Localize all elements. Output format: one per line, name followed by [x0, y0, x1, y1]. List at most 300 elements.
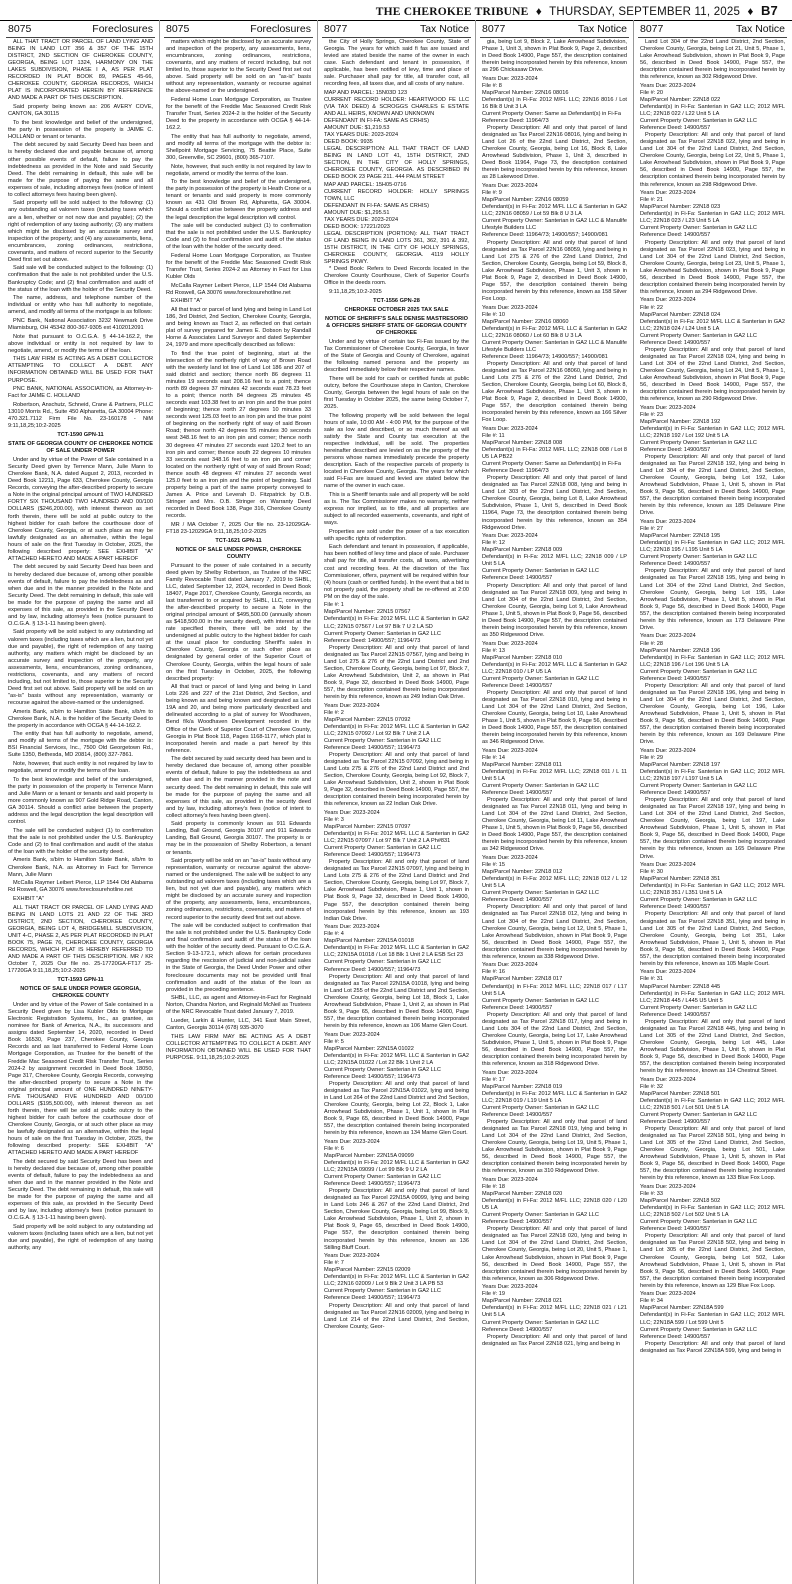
notice-paragraph: Federal Home Loan Mortgage Corporation, as Trustee for the benefit of the Freddie Mac Seasoned Credit Risk Transfer Trust, Series 2024-2 is the holder of the Security Deed to the property in accordance with OCGA § 44-14-162.2.	[166, 96, 311, 132]
notice-field: Reference Deed: 14900/557; 11964/73	[324, 744, 421, 751]
notice-field: Reference Deed: 14900/557; 11964/73	[324, 966, 421, 973]
notice-field: Map/Parcel Number: 22N15A 01018	[324, 938, 414, 945]
notice-paragraph: Properties are sold under the power of a tax execution with specific rights of redemption.	[324, 528, 469, 542]
notice-paragraph: Property Description: All and only that parcel of land designated as Tax Parcel 22N18 196, lying and being in Land Lot 304 of the 22nd Land District, 2nd Section, Cherokee County, Georgia, being Lot 196, Lake Arrowhead Subdivision, Phase 1, Unit 5, shown in Plat Book 9, Page 56, described in Deed Book 14900, Page 557, the description contained therein being incorporated herein by this reference, known as 169 Delaware Pine Drive.	[640, 682, 785, 746]
notice-field: Reference Deed: 14900/557; 11964/73	[324, 1181, 421, 1188]
notice-paragraph: Under and by virtue of the Power of Sale contained in a Security Deed given by Terrence Mann, Julie Mann to Cherokee Bank, N.A. dated August 2, 2013, recorded in Deed Book 12211, Page 633, Cherokee County, Georgia Records, conveying the after-described property to secure a Note in the original principal amount of TWO HUNDRED FORTY SIX THOUSAND TWO HUNDRED AND 00/100 DOLLARS ($246,200.00), with interest thereon as set forth therein, there will be sold at public outcry to the highest bidder for cash before the courthouse door of Cherokee County, Georgia, or at such place as may be lawfully designated as an alternative, within the legal hours of sale on the first Tuesday in October, 2025, the following described property: SEE EXHIBIT "A" ATTACHED HERETO AND MADE A PART HEREOF	[8, 457, 153, 562]
notice-field: Current Property Owner: Santerian in GA2 LLC	[482, 783, 599, 790]
notice-paragraph: Property Description: All and only that parcel of land designated as Tax Parcel 22N15 07092, lying and being in Land Lots 275 & 276 of the 22nd Land District and 2nd Section, Cherokee County, Georgia, being Lot 92, Block 7, Lake Arrowhead Subdivision, Unit 2, shown in Plat Book 9, Page 32, described in Deed Book 14900, Page 557, the description contained therein being incorporated herein by this reference, known as 22 Indian Oak Drive.	[324, 751, 469, 808]
notice-field: Years Due: 2023-2024	[324, 809, 380, 816]
notice-field: TAX YEARS DUE: 2023-2024	[324, 216, 399, 223]
notice-field: Years Due: 2023-2024	[640, 297, 696, 304]
notice-field: File #: 10	[482, 311, 506, 318]
notice-paragraph: Property Description: All and only that parcel of land designated as Tax Parcel 22N18 022, lying and being in Land Lot 304 of the 22nd Land District, 2nd Section, Cherokee County, Georgia, being Lot 22, Unit 5, Phase 1, Lake Arrowhead Subdivision, shown in Plat Book 9, Page 56, described in Deed Book 14900, Page 557, the description contained therein being incorporated herein by this reference, known as 298 Ridgewood Drive.	[640, 132, 785, 188]
notice-field: Reference Deed: 14900/557	[482, 682, 553, 689]
column-rule	[317, 20, 318, 1584]
notice-paragraph: SHBL, LLC, as agent and Attorney-in-Fact for Reginald Norton, Chandra Norton, and Reginald McNeil as Trustees of the NRC Revocable Trust dated January 7, 2019.	[166, 995, 311, 1016]
notice-paragraph: Property Description: All and only that parcel of land designated as Tax Parcel 22N18 192, lying and being in Land Lot 304 of the 22nd Land District, 2nd Section, Cherokee County, Georgia, being Lot 192, Lake Arrowhead Subdivision, Phase 1, Unit 5, shown in Plat Book 9, Page 56, described in Deed Book 14900, Page 557, the description contained therein being incorporated herein by this reference, known as 185 Delaware Pine Drive.	[640, 454, 785, 517]
notice-heading: TCT-1593 GPN-11	[57, 977, 104, 984]
notice-field: Reference Deed: 14900/557	[640, 1011, 711, 1018]
notice-field: Reference Deed: 14900/557	[482, 1219, 553, 1226]
notice-paragraph: Said property is commonly known as 911 Edwards Landing, Ball Ground, Georgia 30107 and 911 Edwards Landing, Ball Ground, Georgia 30107. The property is or may be in the possession of Shelby Robertson, a tenant or tenants.	[166, 821, 311, 856]
notice-paragraph: Property Description: All and only that parcel of land designated as Tax Parcel 22N18 195, lying and being in Land Lot 304 of the 22nd Land District, 2nd Section, Cherokee County, Georgia, being Lot 195, Lake Arrowhead Subdivision, Phase 1, Unit 5, shown in Plat Book 9, Page 56, described in Deed Book 14900, Page 557, the description contained therein being incorporated herein by this reference, known as 173 Delaware Pine Drive.	[640, 568, 785, 631]
notice-field: Defendant(s) in Fi-Fa: Santerian in GA2 LLC; 2012 M/FL LLC; 22N18 501 / Lot 501 Unit 5 LA	[640, 1097, 785, 1111]
category-name: Tax Notice	[577, 23, 627, 35]
notice-paragraph: The debt secured by said Security Deed has been and is hereby declared due because of, among other possible events of default, failure to pay the indebtedness as and when due and in the manner provided in the Note and Security Deed. The debt remaining in default, this sale will be made for the purpose of paying the same and all expenses of this sale, as provided in the Security Deed and by law, including attorney's fees (notice pursuant to O.C.G.A. § 13-1-11 having been given).	[8, 1158, 153, 1222]
notice-field: Years Due: 2023-2024	[640, 747, 696, 754]
notice-field: Years Due: 2023-2024	[640, 1291, 696, 1298]
notice-field: Reference Deed: 11964/73; 14900/557; 14900/081	[482, 353, 608, 360]
notice-paragraph: * Deed Book: Refers to Deed Records located in the Cherokee County Courthouse, Clerk of Superior Court's Office in the deeds room.	[324, 266, 469, 287]
notice-field: CURRENT RECORD HOLDER: HOLLY SPRINGS TOWN, LLC	[324, 188, 469, 202]
notice-field: Reference Deed: 14900/557; 11964/73	[324, 637, 421, 644]
notice-paragraph: Property Description: All and only that parcel of land designated as Tax Parcel 22N16 08016, lying and being in Land Lot 26 of the 22nd Land District, 2nd Section, Cherokee County, Georgia, being Lot 16, Block 8, Lake Arrowhead Subdivision, Phase 1, Unit 3, described in Deed Book 11964, Page 73, the description contained therein being incorporated herein by this reference, known as 28 Lakewood Drive.	[482, 125, 627, 181]
notice-field: Map/Parcel Number: 22N15A 09099	[324, 1152, 414, 1159]
classified-column-4	[480, 20, 629, 1580]
notice-paragraph: There will be sold for cash or certified funds at public outcry, before the Courthouse steps in Canton, Cherokee County, Georgia between the legal hours of sale on the first Tuesday in October 2025, the same being October 7, 2025.	[324, 375, 469, 411]
notice-field: File #: 16	[482, 969, 506, 976]
notice-paragraph: Property Description: All and only that parcel of land designated as Tax Parcel 22N18 023, lying and being in Land Lot 304 of the 22nd Land District, 2nd Section, Cherokee County, Georgia, being Lot 23, Unit 5, Phase 1, Lake Arrowhead Subdivision, shown in Plat Book 9, Page 56, described in Deed Book 14900, Page 557, the description contained therein being incorporated herein by this reference, known as 294 Ridgewood Drive.	[640, 239, 785, 295]
category-name: Tax Notice	[735, 23, 785, 35]
classified-column-1	[6, 20, 155, 1580]
notice-field: File #: 29	[640, 754, 664, 761]
notice-field: File #: 5	[324, 1038, 344, 1045]
notice-field: Map/Parcel Number: 22N18 008	[482, 440, 563, 446]
notice-field: Current Property Owner: Santerian in GA2 LLC	[482, 997, 599, 1004]
notice-field: File #: 4	[324, 931, 344, 938]
notice-field: Current Property Owner: Santerian in GA2 LLC	[482, 1104, 599, 1111]
notice-field: Reference Deed: 14900/557; 11964/73	[324, 1073, 421, 1080]
notice-field: Years Due: 2023-2024	[640, 969, 696, 976]
notice-field: Reference Deed: 14900/557	[482, 897, 553, 904]
notice-paragraph: Said property will be sold subject to the following: (1) any outstanding ad valorem taxes (including taxes which are a lien, whether or not now due and payable); (2) the right of redemption of any taxing authority; (3) any matters which might be disclosed by an accurate survey and inspection of the property; and (4) any assessments, liens, encumbrances, zoning ordinances, restrictions, covenants, and matters of record superior to the Security Deed first set out above.	[8, 200, 153, 263]
notice-paragraph: Pursuant to the power of sale contained in a security deed given by Shelby Robertson, as Trustee of the NRC Family Revocable Trust dated January 7, 2019 to SHBL, LLC, dated September 12, 2024, recorded in Deed Book 18407, Page 2017, Cherokee County, Georgia records, as last transferred to or acquired by SHBL, LLC, conveying the after-described property to secure a Note in the original principal amount of $495,500.00 (annually shown as $418,500.00 in the security deed), with interest at the rate specified therein, there will be sold by the undersigned at public outcry to the highest bidder for cash at the usual place for conducting Sheriff's sales in Cherokee County, Georgia or such other place as designated by general order of the Superior Court of Cherokee County, Georgia, within the legal hours of sale on the first Tuesday in October, 2025, the following described property:	[166, 562, 311, 682]
notice-field: Years Due: 2023-2024	[482, 533, 538, 540]
notice-field: Defendant(s) in Fi-Fa: Santerian in GA2 LLC; 2012 M/FL LLC; 22N18 195 / L195 Unit 5 LA	[640, 540, 785, 554]
notice-field: File #: 11	[482, 432, 505, 439]
notice-paragraph: Lueder, Larkin & Hunter, LLC, 341 East Main Street, Canton, Georgia 30114 (678) 935-3070	[166, 1017, 311, 1032]
notice-field: Current Property Owner: Santerian in GA2 LLC	[482, 568, 599, 575]
notice-paragraph: PNC Bank, National Association 3232 Newmark Drive Miamisburg, OH 45342 800-367-9305 ext 4102012091	[8, 317, 153, 331]
notice-field: Defendant(s) in Fi-Fa: 2012 M/FL LLC & Santerian in GA2 LLC; 22N15A 01018 / Lot 18 Blk 1 Unit 2 LA ESB Sct 23	[324, 945, 469, 959]
notice-paragraph: McCalla Raymer Leibert Pierce, LLP 1544 Old Alabama Rd Roswell, GA 30076 www.foreclosurehotline.net	[8, 880, 153, 894]
notice-field: Years Due: 2023-2024	[640, 862, 696, 869]
notice-field: File #: 13	[482, 647, 506, 654]
notice-field: Years Due: 2023-2024	[482, 640, 538, 647]
notice-paragraph: Property Description: All and only that parcel of land designated as Tax Parcel 22N18 012, lying and being in Land Lot 304 of the 22nd Land District, 2nd Section, Cherokee County, Georgia, being Lot 12, Unit 5, Phase 1, Lake Arrowhead Subdivision, shown in Plat Book 9, Page 56, described in Deed Book 14900, Page 557, the description contained therein being incorporated herein by this reference, known as 338 Ridgewood Drive.	[482, 904, 627, 960]
notice-field: Map/Parcel Number: 22N18 017	[482, 976, 563, 983]
notice-field: Defendant(s) in Fi-Fa: 2012 M/FL LLC; 22N18 012 / L 12 Unit 5 LA	[482, 876, 627, 890]
notice-field: LEGAL DESCRIPTION: ALL THAT TRACT OF LAND BEING IN LAND LOT 41, 15TH DISTRICT, 2ND SECTION, IN THE CITY OF HOLLY SPRINGS, CHEROKEE COUNTY, GEORGIA. AS DESCRIBED IN DEED BOOK 23 PAGE 211. 444 PALM STREET	[324, 146, 469, 181]
notice-field: Map/Parcel Number: 22N18 445	[640, 983, 721, 990]
notice-field: File #: 21	[640, 197, 664, 204]
notice-field: File #: 12	[482, 540, 506, 547]
notice-field: Reference Deed: 11964/73	[482, 118, 549, 125]
notice-field: Years Due: 2023-2024	[640, 1184, 696, 1191]
notice-field: Years Due: 2023-2024	[640, 1076, 696, 1083]
notice-field: File #: 8	[482, 82, 502, 89]
notice-field: Map/Parcel Number: 22N18 019	[482, 1083, 563, 1090]
notice-paragraph: Property Description: All and only that parcel of land designated as Tax Parcel 22N18 010, lying and being in Land Lot 304 of the 22nd Land District, 2nd Section, Cherokee County, Georgia, being Lot 10, Lake Arrowhead Phase 1, Unit 5, shown in Plat Book 9, Page 56, described in Deed Book 14900, Page 557, the description contained therein being incorporated herein by this reference, known as 346 Ridgewood Drive.	[482, 689, 627, 746]
notice-field: File #: 22	[640, 304, 664, 311]
notice-field: File #: 19	[482, 1291, 506, 1298]
notice-paragraph: To the best knowledge and belief of the undersigned, the party in possession of the property is Terrence Mann and Julie Mann or a tenant or tenants and said property is more commonly known as 907 Gold Ridge Road, Canton, GA 30114. Should a conflict arise between the property address and the legal description the legal description will control.	[8, 776, 153, 826]
notice-field: Reference Deed: 14900/557	[640, 904, 711, 911]
notice-field: Current Property Owner: Santerian in GA2 LLC	[482, 675, 599, 682]
notice-field: DEED BOOK: 9935	[324, 139, 373, 146]
notice-field: Current Property Owner: Santerian in GA2 LLC & Manulife Lifestyle Builders LLC	[482, 218, 627, 232]
notice-field: Years Due: 2023-2024	[482, 304, 538, 311]
notice-field: Current Property Owner: Santerian in GA2 LLC	[324, 1288, 441, 1295]
notice-paragraph: gia, being Lot 9, Block 2, Lake Arrowhead Subdivision, Phase 1, Unit 3, shown in Plat Book 9, Page 2, described in Deed Book 14900, Page 557, the description contained therein being incorporated herein by this reference, known as 296 Chickasaw Drive.	[482, 39, 627, 74]
notice-field: Defendant(s) in Fi-Fa: 2012 M/FL LLC; 22N18 009 / LP Unit 5 LA	[482, 554, 627, 568]
notice-field: Current Property Owner: Santerian in GA2 LLC	[640, 554, 757, 561]
notice-field: File #: 3	[324, 816, 344, 823]
notice-field: Reference Deed: 14900/557	[640, 790, 711, 797]
notice-field: Map/Parcel Number: 22N18 024	[640, 311, 721, 318]
notice-paragraph: Under and by virtue of the Power of Sale contained in a Security Deed given by Lisa Kubler Olds to Mortgage Electronic Registration Systems, Inc., as grantee, as nominee for Bank of America, N.A., its successors and assigns dated September 14, 2020, recorded in Deed Book 16530, Page 237, Cherokee County, Georgia Records and as last transferred to Federal Home Loan Mortgage Corporation, as Trustee for the benefit of the Freddie Mac Seasoned Credit Risk Transfer Trust, Series 2024-2 by assignment recorded in Deed Book 18050, Page 317, Cherokee County, Georgia Records, conveying the after-described property to secure a Note in the original principal amount of ONE HUNDRED NINETY-FIVE THOUSAND FIVE HUNDRED AND 00/100 DOLLARS ($195,500.00), with interest thereon as set forth therein, there will be sold at public outcry to the highest bidder for cash before the courthouse door of Cherokee County, Georgia, or at such other place as may be lawfully designated as an alternative, within the legal hours of sale on the first Tuesday in October, 2025, the following described property: SEE EXHIBIT "A" ATTACHED HERETO AND MADE A PART HEREOF	[8, 1002, 153, 1157]
notice-field: Reference Deed: 14900/557	[640, 1333, 711, 1340]
notice-field: Current Property Owner: Santerian in GA2 LLC	[640, 1326, 757, 1333]
notice-field: Defendant(s) in Fi-Fa: 2012 M/FL LLC & Santerian in GA2 LLC; 22N16 08059 / Lot 59 Blk 8 U 3 LA	[482, 204, 627, 218]
notice-paragraph: The sale will be conducted subject to confirmation that the sale is not prohibited under the U.S. Bankruptcy Code and final confirmation and audit of the status of the loan with the holder of the security deed. Pursuant to O.C.G.A. Section 9-13-172.1, which allows for certain procedures regarding the rescission of judicial and non-judicial sales in the State of Georgia, the Deed Under Power and other foreclosure documents may not be provided until final confirmation and audit of the status of the loan as provided in the preceding sentence.	[166, 923, 311, 993]
notice-paragraph: The debt secured by said security deed has been and is hereby declared due because of, among other possible events of default, failure to pay the indebtedness as and when due and in the manner provided in the note and security deed. The debt remaining in default, this sale will be made for the purpose of paying the same and all expenses of this sale, as provided in the security deed and by law, including attorney's fees (notice of intent to collect attorney's fees having been given).	[166, 756, 311, 819]
notice-field: Reference Deed: 14900/557	[640, 125, 711, 132]
notice-field: Defendant(s) in Fi-Fa: Santerian in GA2 LLC; 2012 M/FL LLC; 22N18 022 / L22 Unit 5 LA	[640, 104, 785, 118]
notice-paragraph: The entity that has full authority to negotiate, amend, and modify all terms of the mortgage with the debtor is: Shellpoint Mortgage Servicing, 75 Beattie Place, Suite 300, Greenville, SC 29601, (800) 365-7107.	[166, 133, 311, 161]
notice-field: Reference Deed: 14900/557; 11964/73	[324, 852, 421, 859]
notice-paragraph: 9:11,18,25;10:2-2025	[329, 288, 382, 295]
notice-field: Map/Parcel Number: 22N18 009	[482, 547, 563, 554]
notice-field: Current Property Owner: Santerian in GA2 LLC	[324, 630, 441, 637]
notice-paragraph: Property Description: All and only that parcel of land designated as Tax Parcel 22N16 08059, lying and being in Land Lot 275 & 276 of the 22nd Land District, 2nd Section, Cherokee County, Georgia, being Lot 59, Block 8, Lake Arrowhead Subdivision, Phase 1, Unit 3, shown in Plat Book 9, Page 2, described in Deed Book 14900, Page 557, the description contained therein being incorporated herein by this reference, known as 158 Silver Fox Loop.	[482, 239, 627, 302]
notice-paragraph: All that tract or parcel of land lying and being in Land Lots 226 and 227 of the 21st District, 2nd Section, and being known as and being known and designated as Lots 19A and 20, and being more particularly described and delineated according to a plat of survey for Woodhaven, Bend f/k/a Woodhaven Development recorded in the Office of the Clerk of Superior Court of Cherokee County, Georgia in Plat Book 118, Pages 1168-1177, which plat is incorporated herein and made a part hereof by this reference.	[166, 684, 311, 754]
notice-paragraph: This is a Sheriff tenants sale and all property will be sold as is. The Tax Commissioner makes no warranty, neither express nor implied, as to title, and all properties are subject to all recorded easements, covenants, and right of ways.	[324, 491, 469, 527]
notice-field: Years Due: 2023-2024	[324, 702, 380, 709]
notice-paragraph: Land Lot 304 of the 22nd Land District, 2nd Section, Cherokee County, Georgia, being Lot 21, Unit 5, Phase 1, Lake Arrowhead Subdivision, shown in Plat Book 9, Page 56, described in Deed Book 14900, Page 557, the description contained therein being incorporated herein by this reference, known as 302 Ridgewood Drive.	[640, 39, 785, 81]
notice-paragraph: Property Description: All and only that parcel of land designated as Tax Parcel 22N15 07567, lying and being in Land Lot 275 & 276 of the 22nd Land District and 2nd Section, Cherokee County, Georgia, being Lot 97, Block 7, Lake Arrowhead Subdivision, Unit 2, as shown in Plat Book 9, Page 32, described in Deed Book 14900, Page 557, the description contained therein being incorporated herein by this reference, known as 249 Indian Oak Drive.	[324, 644, 469, 700]
notice-field: Map/Parcel Number: 22N18 196	[640, 647, 721, 654]
notice-field: Map/Parcel Number: 22N15A 01022	[324, 1045, 414, 1052]
notice-field: Reference Deed: 14900/557	[482, 1326, 553, 1333]
page-number: B7	[760, 3, 778, 18]
notice-field: Current Property Owner: Santerian in GA2 LLC & Manulife Lifestyle Builders LLC	[482, 339, 627, 353]
notice-field: Current Property Owner: Santerian in GA2 LLC	[640, 1219, 757, 1226]
notice-field: Defendant(s) in Fi-Fa: 2012 M/FL LLC & Santerian in GA2 LLC; 22N15 07097 / Lot 97 Blk 7 Unit 2 LA Ph#831	[324, 831, 469, 845]
notice-paragraph: Property Description: All and only that parcel of land designated as Tax Parcel 22N18 008, lying and being in Land Lot 303 of the 22nd Land District, 2nd Section, Cherokee County, Georgia, being Lot 8, Lake Arrowhead Subdivision, Phase 1, Unit 5, described in Deed Book 11964, Page 73, the description contained therein being incorporated herein by this reference, known as 354 Ridgewood Drive.	[482, 475, 627, 531]
notice-field: Map/Parcel Number: 22N18 351	[640, 876, 721, 883]
notice-field: File #: 6	[324, 1145, 344, 1152]
issue-date: THURSDAY, SEPTEMBER 11, 2025	[549, 6, 741, 18]
notice-field: Current Property Owner: Same as Defendant(s) in Fi-Fa	[482, 461, 621, 468]
notice-field: Years Due: 2023-2024	[482, 75, 538, 82]
notice-paragraph: EXHIBIT "A"	[13, 895, 44, 902]
notice-paragraph: To the best knowledge and belief of the undersigned, the party in possession of the property is Heath Crone or a tenant or tenants and said property is more commonly known as 431 Old Brown Rd, Alpharetta, GA 30004. Should a conflict arise between the property address and the legal description the legal description will control.	[166, 179, 311, 221]
notice-field: Defendant(s) in Fi-Fa: 2012 M/FL LLC & Santerian in GA2 LLC; 22N18 010 / LP U5 LA	[482, 661, 627, 675]
notice-field: Defendant(s) in Fi-Fa: Santerian in GA2 LLC; 2012 M/FL LLC; 22N18 196 / Lot 196 Unit 5 LA	[640, 654, 785, 668]
notice-field: Reference Deed: 14900/557	[640, 675, 711, 682]
notice-field: Map/Parcel Number: 22N18 021	[482, 1298, 563, 1305]
notice-field: Years Due: 2023-2024	[482, 962, 538, 969]
notice-field: File #: 17	[482, 1076, 506, 1083]
notice-paragraph: To the best knowledge and belief of the undersigned, the party in possession of the property is JAIME C. HOLLAND or tenant or tenants.	[8, 119, 153, 140]
notice-paragraph: MR / MA October 7, 2025 Our file no. 23-12029GA-FT18 23-12029GA 9:11,18,25;10:2-2025	[166, 521, 311, 535]
notice-field: Years Due: 2023-2024	[640, 190, 696, 197]
notice-paragraph: Property Description: All and only that parcel of land designated as Tax Parcel 22N15A 01022, lying and being in Land Lot 264 of the 22nd Land District and 2nd Section, Cherokee County, Georgia, being Lot 22, Block 1, Lake Arrowhead Subdivision, Phase 1, Unit 1, shown in Plat Book 9, Page 65, described in Deed Book 14900, Page 557, the description contained therein being incorporated herein by this reference, known as 134 Marne Glen Court.	[324, 1080, 469, 1137]
notice-field: Defendant(s) in Fi-Fa: 2012 M/FL LLC & Santerian in GA2 LLC; 22N18 019 / L19 Unit 5 LA	[482, 1090, 627, 1104]
diamond-separator-icon: ♦	[747, 6, 754, 18]
notice-heading: NOTICE OF SHERIFF'S SALE DENISE MASTRESORIO & OFFICERS SHERIFF STATE OF GEORGIA COUNTY OF CHEROKEE	[324, 315, 469, 337]
classified-column-2	[164, 20, 313, 1580]
notice-heading: TCT-1590 GPN-11	[57, 432, 104, 439]
notice-field: Defendant(s) in Fi-Fa: Santerian in GA2 LLC; 2012 M/FL LLC; 22N18 502 / Lot 502 Unit 5 LA	[640, 1205, 785, 1219]
notice-paragraph: Property Description: All and only that parcel of land designated as Tax Parcel 22N18A 599, lying and being in	[640, 1340, 785, 1354]
category-name: Tax Notice	[419, 23, 469, 35]
notice-field: LEGAL DESCRIPTION (PORTION): ALL THAT TRACT OF LAND BEING IN LAND LOTS 361, 362, 391 & 392, 15TH DISTRICT, IN THE CITY OF HOLLY SPRINGS, CHEROKEE COUNTY, GEORGIA. 4119 HOLLY SPRINGS PKWY.	[324, 230, 469, 266]
notice-paragraph: Property Description: All and only that parcel of land designated as Tax Parcel 22N18 024, lying and being in Land Lot 304 of the 22nd Land District, 2nd Section, Cherokee County, Georgia, being Lot 24, Unit 5, Phase 1, Lake Arrowhead Subdivision, shown in Plat Book 9, Page 56, described in Deed Book 14900, Page 557, the description contained therein being incorporated herein by this reference, known as 290 Ridgewood Drive.	[640, 346, 785, 403]
notice-field: Current Property Owner: Santerian in GA2 LLC	[324, 1066, 441, 1073]
notice-field: File #: 32	[640, 1083, 664, 1090]
notice-field: Years Due: 2023-2024	[640, 519, 696, 526]
notice-field: Defendant(s) in Fi-Fa: Santerian in GA2 LLC; 2012 M/FL LLC; 22N18 023 / L23 Unit 5 LA	[640, 211, 785, 225]
notice-heading: TCT-1621 GPN-11	[215, 537, 262, 544]
notice-field: Years Due: 2023-2024	[482, 425, 538, 432]
notice-paragraph: Property Description: All and only that parcel of land designated as Tax Parcel 22N18 021, lying and being in	[482, 1333, 627, 1347]
notice-field: File #: 14	[482, 754, 506, 761]
notice-field: Defendant(s) in Fi-Fa: 2012 M/FL LLC & Santerian in GA2 LLC; 22N15 07567 / Lot 97 Blk 7 U 2 LA SD	[324, 616, 469, 630]
newspaper-name: THE CHEROKEE TRIBUNE	[375, 6, 529, 18]
diamond-separator-icon: ♦	[535, 6, 542, 18]
notice-field: Current Property Owner: Santerian in GA2 LLC	[640, 668, 757, 675]
category-name: Foreclosures	[92, 23, 153, 35]
notice-field: Reference Deed: 14900/557	[640, 561, 711, 568]
column-body	[6, 38, 155, 1252]
notice-field: Defendant(s) in Fi-Fa: 2012 M/FL LLC; 22N18 008 / Lot 8 U5 LA PB22	[482, 447, 627, 461]
notice-paragraph: To find the true point of beginning, start at the intersection of the northerly right of way of Brown Road with the westerly land lot line of Land Lot 186 and 207 of said district and section; thence north 86 degrees 11 minutes 19 seconds east 208.16 feet to a point; thence north 89 degrees 37 minutes 42 seconds east 78.23 feet to a point; thence north 84 degrees 25 minutes 45 seconds east 103.38 feet to an iron pin and the true point of beginning; thence north 27 degrees 10 minutes 33 seconds west 125.03 feet to an iron pin and the true point of beginning on the northerly right of way of said Brown Road; thence north 42 degrees 55 minutes 30 seconds west 348.16 feet to an iron pin and corner; thence north 30 degrees 47 minutes 27 seconds east 120.2 feet to an iron pin and corner; thence south 22 degrees 10 minutes 33 seconds east 348.16 feet to an iron pin and corner located on the northerly right of way of said Brown Road; thence south 48 degrees 47 minutes 27 seconds west 125.0 feet to an iron pin and the point of beginning. Said property being a part of the same property conveyed to James A. Price and Leverah D. Fitzpatrick by O.B. Stringer and Mrs. O.B. Stringer on Warranty Deed recorded in Deed Book 138, Page 316, Cherokee County records.	[166, 350, 311, 519]
notice-field: Reference Deed: 14900/557	[640, 447, 711, 454]
category-name: Foreclosures	[250, 23, 311, 35]
notice-field: Map/Parcel Number: 22N16 08060	[482, 318, 569, 325]
notice-paragraph: the City of Holly Springs, Cherokee County, State of Georgia. The years for which said fi fas are issued and levied are stated beside the name of the owner in each case. Each defendant and tenant in possession, if applicable, has been notified of levy, time and place of sale. Purchaser shall pay for title, all transfer cost, all recording fees, all taxes due, and all costs of any nature.	[324, 39, 469, 88]
notice-field: Years Due: 2023-2024	[482, 855, 538, 862]
notice-field: Defendant(s) in Fi-Fa: 2012 M/FL LLC; 22N18 017 / L17 Unit 5 LA	[482, 983, 627, 997]
notice-field: Defendant(s) in Fi-Fa: 2012 M/FL LLC & Santerian in GA2 LLC; 22N16 02009 / Lot 9 Blk 2 Unit 3 LA PB 53	[324, 1274, 469, 1288]
notice-paragraph: Ameris Bank, s/b/m to Hamilton State Bank, s/b/m to Cherokee Bank, N.A. as Attorney in Fact for Terrence Mann, Julie Mann	[8, 857, 153, 878]
notice-paragraph: Property Description: All and only that parcel of land designated as Tax Parcel 22N18 351, lying and being in Land Lot 305 of the 22nd Land District, 2nd Section, Cherokee County, Georgia, being Lot 351, Lake Arrowhead Subdivision, Phase 1, Unit 5, shown in Plat Book 9, Page 56, described in Deed Book 14900, Page 557, the description contained therein being incorporated herein by this reference, known as 105 Maple Court.	[640, 911, 785, 967]
notice-field: Map/Parcel Number: 22N18 195	[640, 533, 721, 540]
notice-paragraph: Each defendant and tenant in possession, if applicable, has been notified of levy time and place of sale. Purchaser shall pay for title, all transfer costs, all taxes, advertising cost and recording fees. At the discretion of the Tax Commissioner, offers, payment will be required within four (4) hours (cash or certified funds). In the event that a bid is not properly paid, the property shall be re-offered at 2:00 PM on the day of the sale.	[324, 544, 469, 600]
notice-field: Map/Parcel Number: 22N16 08016	[482, 89, 569, 96]
column-header	[322, 20, 471, 38]
notice-heading: STATE OF GEORGIA COUNTY OF CHEROKEE NOTICE OF SALE UNDER POWER	[8, 441, 153, 455]
notice-field: Current Property Owner: Santerian in GA2 LLC	[640, 225, 757, 232]
notice-field: Years Due: 2023-2024	[324, 924, 380, 931]
notice-paragraph: Note that pursuant to O.C.G.A. § 44-14-162.2, the above individual or entity is not required by law to negotiate, amend, or modify the terms of the loan.	[8, 333, 153, 354]
notice-field: Current Property Owner: Santerian in GA2 LLC	[640, 1111, 757, 1118]
notice-field: Current Property Owner: Santerian in GA2 LLC	[640, 118, 757, 125]
notice-field: Defendant(s) in Fi-Fa: Santerian in GA2 LLC; 2012 M/FL LLC; 22N18 197 / L197 Unit 5 LA	[640, 768, 785, 782]
notice-field: Reference Deed: 14900/557	[640, 1119, 711, 1126]
classified-column-5	[638, 20, 787, 1580]
notice-field: File #: 27	[640, 526, 664, 533]
notice-field: File #: 2	[324, 709, 344, 716]
notice-field: Reference Deed: 14900/557	[482, 790, 553, 797]
notice-field: Map/Parcel Number: 22N18 023	[640, 204, 721, 211]
notice-field: Current Property Owner: Same as Defendant(s) in Fi-Fa	[482, 111, 621, 118]
notice-paragraph: Property Description: All and only that parcel of land designated as Tax Parcel 22N18 017, lying and being in Land Lots 304 of the 22nd Land District, 2nd Section, Cherokee County, Georgia, being Lot 17, Lake Arrowhead Subdivision, Phase 1, Unit 5, shown in Plat Book 9, Page 56, described in Deed Book 14900, Page 557, the description contained therein being incorporated herein by this reference, known as 318 Ridgewood Drive.	[482, 1011, 627, 1068]
notice-paragraph: matters which might be disclosed by an accurate survey and inspection of the property, any assessments, liens, encumbrances, zoning ordinances, restrictions, covenants, and any matters of record including, but not limited to, those superior to the Security Deed first set out above. Said property will be sold on an "as-is" basis without any representation, warranty or recourse against the above-named or the undersigned.	[166, 39, 311, 95]
notice-field: Reference Deed: 11964/73	[482, 468, 549, 475]
notice-field: AMOUNT DUE: $1,219.53	[324, 125, 390, 132]
notice-paragraph: PNC BANK, NATIONAL ASSOCIATION, as Attorney-in-Fact for JAIME C. HOLLAND	[8, 386, 153, 400]
notice-field: Defendant(s) in Fi-Fa: 2012 M/FL LLC & Santerian in GA2 LLC; 22N15A 09099 / Lot 99 Blk 9 U 2 LA	[324, 1159, 469, 1174]
notice-field: Defendant(s) in Fi-Fa: 2012 M/FL LLC & Santerian in GA2 LLC; 22N15A 01022 / Lot 22 Blk 1 Unit 2 LA	[324, 1052, 469, 1066]
category-number: 8075	[166, 23, 190, 35]
notice-paragraph: Said property will be sold subject to any outstanding ad valorem taxes (including taxes which are a lien, but not yet due and payable), the right of redemption of any taxing authority, any	[8, 1223, 153, 1251]
notice-field: Reference Deed: 11964/73; 14900/557; 14900/081	[482, 232, 608, 239]
notice-field: Current Property Owner: Santerian in GA2 LLC	[482, 1212, 599, 1219]
notice-paragraph: Said sale will be conducted subject to the following: (1) confirmation that the sale is not prohibited under the U.S. Bankruptcy Code; and (2) final confirmation and audit of the status of the loan with the holder of the Security Deed.	[8, 265, 153, 293]
notice-field: Years Due: 2023-2024	[324, 1253, 380, 1260]
category-number: 8077	[324, 23, 348, 35]
notice-paragraph: The name, address, and telephone number of the individual or entity who has full authority to negotiate, amend, and modify all terms of the mortgage is as follows:	[8, 295, 153, 316]
notice-field: Defendant(s) in Fi-Fa: 2012 M/FL LLC & Santerian in GA2 LLC; 22N16 08060 / Lot 60 Blk 8 U 3 LA	[482, 325, 627, 339]
notice-paragraph: The entity that has full authority to negotiate, amend, and modify all terms of the mortgage with the debtor is: BSI Financial Services, Inc., 7500 Old Georgetown Rd., Suite 1350, Bethesda, MD 20814, (800) 327-7861.	[8, 731, 153, 759]
notice-field: Defendant(s) in Fi-Fa: Santerian in GA2 LLC; 2012 M/FL LLC; 22N18 445 / L445 U5 Unit 5	[640, 990, 785, 1004]
masthead	[0, 0, 792, 21]
notice-field: Reference Deed: 14900/557	[640, 232, 711, 239]
notice-field: Current Property Owner: Santerian in GA2 LLC	[640, 332, 757, 339]
notice-field: Defendant(s) in Fi-Fa: 2012 M/FL LLC; 22N18 020 / L20 U5 LA	[482, 1198, 627, 1212]
notice-field: DEFENDANT IN FI-FA: SAME AS CRHIS)	[324, 202, 429, 209]
notice-paragraph: Property Description: All and only that parcel of land designated as Tax Parcel 22N18 011, lying and being in Land Lot 304 of the 22nd Land District, 2nd Section, Cherokee County, Georgia, being Lot 11, Lake Arrowhead Phase 1, Unit 5, shown in Plat Book 9, Page 56, described in Deed Book 14900, Page 557, the description contained therein being incorporated herein by this reference, known as 342 Ridgewood Drive.	[482, 797, 627, 853]
notice-paragraph: Property Description: All and only that parcel of land designated as Tax Parcel 22N15A 09099, lying and being in Land Lots 246 & 267 of the 22nd Land District, 2nd Section, Cherokee County, Georgia, being Lot 99, Block 9, Lake Arrowhead Subdivision, Phase 1, Unit 2, shown in Plat Book 9, Page 65, described in Deed Book 14900, Page 557, the description contained therein being incorporated herein by this reference, known as 136 Stilling Bluff Court.	[324, 1188, 469, 1251]
notice-paragraph: THIS LAW FIRM IS ACTING AS A DEBT COLLECTOR ATTEMPTING TO COLLECT A DEBT. ANY INFORMATION OBTAINED WILL BE USED FOR THAT PURPOSE.	[8, 356, 153, 384]
column-header	[480, 20, 629, 38]
notice-paragraph: Property Description: All and only that parcel of land designated as Tax Parcel 22N15A 01018, lying and being in Land Lot 255 of the 22nd Land District and 2nd Section, Cherokee County, Georgia, being Lot 18, Block 1, Lake Arrowhead Subdivision, Phase 1, Unit 2, as shown in Plat Book 9, Page 65, described in Deed Book 14900, Page 557, the description contained therein being incorporated herein by this reference, known as 106 Marne Glen Court.	[324, 973, 469, 1029]
notice-paragraph: Under and by virtue of certain tax Fi-Fas issued by the Tax Commissioner of Cherokee County, Georgia, in favor of the State of Georgia and County of Cherokee, against the following named persons and the property as described immediately below their respective names.	[324, 339, 469, 374]
notice-field: Years Due: 2023-2024	[482, 183, 538, 190]
notice-field: Map/Parcel Number: 22N18 010	[482, 654, 563, 661]
notice-paragraph: McCalla Raymer Leibert Pierce, LLP 1544 Old Alabama Rd Roswell, GA 30076 www.foreclosurehotline.net	[166, 282, 311, 296]
notice-paragraph: Property Description: All and only that parcel of land designated as Tax Parcel 22N15 07097, lying and being in Land Lots 275 & 276 of the 22nd Land District and 2nd Section, Cherokee County, Georgia, being Lot 97, Block 7, Lake Arrowhead Subdivision, Phase 1, Unit 1, shown in Plat Book 9, Page 32, described in Deed Book 14900, Page 557, the description contained therein being incorporated herein by this reference, known as 193 Indian Oak Drive.	[324, 859, 469, 922]
notice-field: Map/Parcel Number: 22N15 07567	[324, 609, 411, 616]
classified-column-3	[322, 20, 471, 1580]
notice-field: Current Property Owner: Santerian in GA2 LLC	[640, 783, 757, 790]
notice-field: File #: 30	[640, 869, 664, 876]
notice-field: File #: 1	[324, 602, 344, 609]
column-header	[6, 20, 155, 38]
column-body	[322, 38, 471, 1331]
notice-paragraph: Property Description: All and only that parcel of land designated as Tax Parcel 22N16 02009, lying and being in Land Lot 214 of the 22nd Land District, 2nd Section, Cherokee County, Geor-	[324, 1302, 469, 1330]
notice-heading: CHEROKEE OCTOBER 2025 TAX SALE	[344, 306, 449, 313]
notice-paragraph: EXHIBIT "A"	[171, 298, 202, 305]
notice-paragraph: Said property being known as: 206 AVERY COVE, CANTON, GA 30115	[8, 104, 153, 118]
notice-field: Years Due: 2023-2024	[482, 1176, 538, 1183]
notice-heading: NOTICE OF SALE UNDER POWER GEORGIA, CHEROKEE COUNTY	[20, 986, 141, 1000]
notice-paragraph: Property Description: All and only that parcel of land designated as Tax Parcel 22N18 019, lying and being in Land Lot 304 of the 22nd Land District, 2nd Section, Cherokee County, Georgia, being Lot 19, Unit 5, Phase 1, Lake Arrowhead Subdivision, shown in Plat Book 9, Page 56, described in Deed Book 14900, Page 557, the description contained therein being incorporated herein by this reference, known as 310 Ridgewood Drive.	[482, 1119, 627, 1175]
notice-field: Years Due: 2023-2024	[324, 1138, 380, 1145]
column-rule	[633, 20, 634, 1584]
notice-field: Reference Deed: 14900/557	[482, 575, 553, 582]
notice-field: File #: 28	[640, 640, 664, 647]
notice-field: File #: 31	[640, 976, 664, 983]
notice-field: Map/Parcel Number: 22N15 07097	[324, 824, 411, 830]
notice-field: Defendant(s) in Fi-Fa: Santerian in GA2 LLC; 2012 M/FL LLC; 22N18 351 / L351 Unit 5 LA	[640, 883, 785, 897]
notice-field: Defendant(s) in Fi-Fa: 2012 M/FL LLC; 22N18 021 / L21 Unit 5 LA	[482, 1305, 627, 1319]
notice-paragraph: Property Description: All and only that parcel of land designated as Tax Parcel 22N18 197, lying and being in Land Lot 304 of the 22nd Land District, 2nd Section, Cherokee County, Georgia, being Lot 197, Lake Arrowhead Subdivision, Phase 1, Unit 5, shown in Plat Book 9, Page 56, described in Deed Book 14900, Page 557, the description contained therein being incorporated herein by this reference, known as 165 Delaware Pine Drive.	[640, 797, 785, 860]
notice-paragraph: Property Description: All and only that parcel of land designated as Tax Parcel 22N18 502, lying and being in Land Lot 305 of the 22nd Land District, 2nd Section, Cherokee County, Georgia, being Lot 502, Lake Arrowhead Subdivision, Phase 1, Unit 5, shown in Plat Book 9, Page 56, described in Deed Book 14900, Page 557, the description contained therein being incorporated herein by this reference, known as 129 Blue Fox Loop.	[640, 1233, 785, 1289]
notice-paragraph: Note, however, that such entity is not required by law to negotiate, amend or modify the terms of the loan.	[166, 163, 311, 177]
notice-paragraph: Property Description: All and only that parcel of land designated as Tax Parcel 22N18 020, lying and being in Land Lot 304 of the 22nd Land District, 2nd Section, Cherokee County, Georgia, being Lot 20, Unit 5, Phase 1, Lake Arrowhead Subdivision, shown in Plat Book 9, Page 56, described in Deed Book 14900, Page 557, the description contained therein being incorporated herein by this reference, known as 306 Ridgewood Drive.	[482, 1226, 627, 1282]
notice-paragraph: Ameris Bank, s/b/m to Hamilton State Bank, s/b/m to Cherokee Bank, N.A. is the holder of the Security Deed to the property in accordance with OCGA § 44-14-162.2.	[8, 708, 153, 729]
notice-field: Defendant(s) in Fi-Fa: 2012 M/FL LLC; 22N18 011 / L 11 Unit 5 LA	[482, 768, 627, 782]
notice-paragraph: Said property will be sold on an "as-is" basis without any representation, warranty or recourse against the above-named or the undersigned. The sale will be subject to any outstanding ad valorem taxes (including taxes which are a lien, but not yet due and payable), any matters which might be disclosed by an accurate survey and inspection of the property, any assessments, liens, encumbrances, zoning ordinances, restrictions, covenants, and matters of record superior to the security deed first set out above.	[166, 858, 311, 921]
notice-field: Map/Parcel Number: 22N15 07092	[324, 716, 411, 723]
notice-field: Reference Deed: 14900/557	[640, 339, 711, 346]
notice-field: File #: 20	[640, 89, 664, 96]
notice-field: Map/Parcel Number: 22N18 502	[640, 1198, 721, 1205]
notice-paragraph: The following property will be sold between the legal hours of sale, 10:00 AM - 4:00 PM, for the purpose of the sale as low and described, or so much thereof as will satisfy the State and County tax execution at the respective individual, will be sold. The properties hereinafter described are levied on as the property of the persons whose names immediately precede the property description. Each of the respective parcels of property is located in Cherokee County, Georgia. The years for which said Fi-Fas are issued and levied are stated below the name of the owner in each case.	[324, 412, 469, 490]
notice-field: Map/Parcel Number: 22N18 012	[482, 869, 563, 876]
notice-field: Current Property Owner: Santerian in GA2 LLC	[482, 1319, 599, 1326]
notice-field: Map/Parcel Number: 22N18 022	[640, 96, 721, 103]
notice-field: File #: 15	[482, 862, 506, 869]
notice-field: Map/Parcel Number: 22N16 08059	[482, 197, 569, 204]
notice-paragraph: Federal Home Loan Mortgage Corporation, as Trustee for the benefit of the Freddie Mac Seasoned Credit Risk Transfer Trust, Series 2024-2 as Attorney in Fact for Lisa Kubler Olds	[166, 252, 311, 281]
notice-field: File #: 7	[324, 1260, 344, 1267]
category-number: 8077	[640, 23, 664, 35]
notice-field: Map/Parcel Number: 22N18A 599	[640, 1305, 724, 1312]
notice-paragraph: Said property will be sold subject to any outstanding ad valorem taxes (including taxes which are a lien, but not yet due and payable), the right of redemption of any taxing authority, any matters which might be disclosed by an accurate survey and inspection of the property, any assessments, liens, encumbrances, zoning ordinances, restrictions, covenants, and any matters of record including, but not limited to, those superior to the Security Deed first set out above. Said property will be sold on an "as-is" basis without any representation, warranty or recourse against the above-named or the undersigned.	[8, 629, 153, 706]
notice-field: Reference Deed: 14900/557	[482, 1004, 553, 1011]
notice-field: Years Due: 2023-2024	[640, 633, 696, 640]
notice-field: Defendant(s) in Fi-Fa: 2012 M/FL LLC & Santerian in GA2 LLC; 22N18 024 / L24 Unit 5 LA	[640, 318, 785, 332]
notice-field: Years Due: 2023-2024	[324, 1031, 380, 1038]
notice-field: Current Property Owner: Santerian in GA2 LLC	[324, 1174, 441, 1181]
column-header	[164, 20, 313, 38]
notice-paragraph: ALL THAT TRACT OR PARCEL OF LAND LYING AND BEING IN LAND LOTS 21 AND 22 OF THE 3RD DISTRICT, 2ND SECTION, CHEROKEE COUNTY, GEORGIA, BEING LOT 4, BRIDGEMILL SUBDIVISION, UNIT 4-C, PHASE 2, AS PER PLAT RECORDED IN PLAT BOOK 75, PAGE 76, CHEROKEE COUNTY, GEORGIA RECORDS, WHICH PLAT IS HEREBY REFERRED TO AND MADE A PART OF THIS DESCRIPTION. MR / KR October 7, 2025 Our file no. 25-17720GA-FT17 25-17720GA 9:11,18,25;10:2-2025	[8, 904, 153, 974]
notice-field: Reference Deed: 14900/557	[640, 1226, 711, 1233]
notice-paragraph: The debt secured by said Security Deed has been and is hereby declared due and payable because of, among other possible events of default, failure to pay the indebtedness as provided in the Note and said Security Deed. The debt remaining in default, this sale will be made for the purpose of paying the same and all expenses of sale, including attorneys fees (notice of intent to collect attorneys fees having been given).	[8, 142, 153, 198]
notice-paragraph: Property Description: All and only that parcel of land designated as Tax Parcel 22N16 08060, lying and being in Land Lots 275 & 276 of the 22nd Land District, 2nd Section, Cherokee County, Georgia, being Lot 60, Block 8, Lake Arrowhead Subdivision, Phase 1, Unit 3, shown in Plat Book 9, Page 2, described in Deed Book 14900, Page 557, the description contained therein being incorporated herein by this reference, known as 166 Silver Fox Loop.	[482, 360, 627, 424]
column-body	[480, 38, 629, 1348]
notice-field: Reference Deed: 14900/557; 11964/73	[324, 1295, 421, 1302]
notice-field: Defendant(s) in Fi-Fa: 2012 M/FL LLC; 22N16 8016 / Lot 16 Blk 8 Unit 3 LA	[482, 96, 627, 111]
notice-paragraph: The sale will be conducted subject (1) to confirmation that the sale is not prohibited under the U.S. Bankruptcy Code and (2) to final confirmation and audit of the status of the loan with the holder of the security deed.	[166, 223, 311, 251]
notice-field: Current Property Owner: Santerian in GA2 LLC	[640, 440, 757, 446]
column-body	[164, 38, 313, 1062]
notice-field: DEFENDANT IN FI-FA: SAME AS CRHIS)	[324, 118, 429, 125]
category-number: 8075	[8, 23, 32, 35]
notice-heading: TCT-1556 GPN-28	[373, 297, 420, 304]
notice-field: CURRENT RECORD HOLDER: HEARTWOOD FE LLC (VIA TAX DEED) & SCROGGS CHARLES E ESTATE AND ALL HEIRS, KNOWN AND UNKNOWN	[324, 96, 469, 118]
notice-field: Defendant(s) in Fi-Fa: 2012 M/FL LLC & Santerian in GA2 LLC; 22N15 07092 / Lot 92 Blk 7 Unit 2 LA	[324, 723, 469, 737]
notice-field: Years Due: 2023-2024	[482, 1284, 538, 1291]
notice-field: DEED BOOK: 17221/2023	[324, 223, 390, 230]
notice-field: Map/Parcel Number: 22N18 020	[482, 1191, 563, 1198]
notice-field: Current Property Owner: Santerian in GA2 LLC	[324, 959, 441, 966]
notice-field: Map/Parcel Number: 22N15 02009	[324, 1267, 411, 1274]
notice-field: Map/Parcel Number: 22N18 197	[640, 761, 721, 768]
notice-field: Years Due: 2023-2024	[482, 1069, 538, 1076]
notice-paragraph: ALL THAT TRACT OR PARCEL OF LAND LYING AND BEING IN LAND LOT 356 & 357 OF THE 15TH DISTRICT, 2ND SECTION OF CHEROKEE COUNTY, GEORGIA, BEING LOT 1324, HARMONY ON THE LAKES SUBDIVISION, PHASE I A, AS PER PLAT RECORDED IN PLAT BOOK 89, PAGES 45-66, CHEROKEE COUNTY, GEORGIA RECORDS, WHICH PLAT IS INCORPORATED HEREIN BY REFERENCE AND MADE A PART OF THIS DESCRIPTION.	[8, 39, 153, 102]
notice-field: MAP AND PARCEL: 15H05-0716	[324, 181, 407, 188]
notice-field: File #: 34	[640, 1298, 664, 1305]
notice-paragraph: THIS LAW FIRM MAY BE ACTING AS A DEBT COLLECTOR ATTEMPTING TO COLLECT A DEBT. ANY INFORMATION OBTAINED WILL BE USED FOR THAT PURPOSE. 9:11,18,25;10:2-2025	[166, 1033, 311, 1061]
notice-paragraph: Property Description: All and only that parcel of land designated as Tax Parcel 22N18 445, lying and being in Land Lot 305 of the 22nd Land District, 2nd Section, Cherokee County, Georgia, being Lot 445, Lake Arrowhead Subdivision, Phase 1, Unit 5, shown in Plat Book 9, Page 56, described in Deed Book 14900, Page 557, the description contained therein being incorporated herein by this reference, known as 114 Chestnut Street.	[640, 1018, 785, 1075]
notice-field: Map/Parcel Number: 22N18 501	[640, 1090, 721, 1097]
